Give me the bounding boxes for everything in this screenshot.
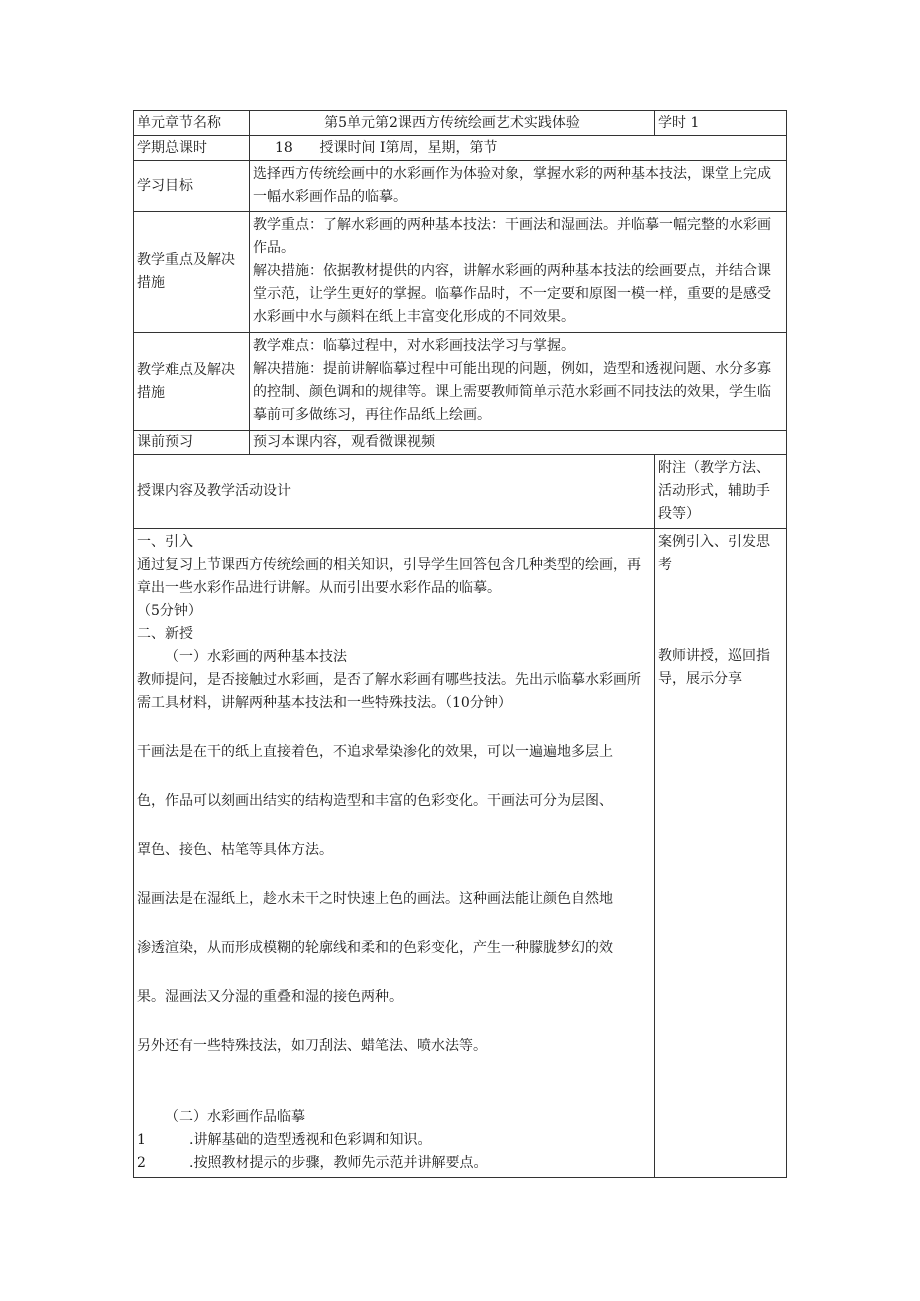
spacer bbox=[137, 1058, 651, 1084]
goal-text: 选择西方传统绘画中的水彩画作为体验对象，掌握水彩的两种基本技法，课堂上完成一幅水彩画作品的临摹。 bbox=[250, 161, 787, 212]
difficulties-cell bbox=[250, 333, 787, 431]
row-difficulties bbox=[134, 333, 787, 431]
spacer bbox=[137, 1084, 651, 1106]
key-points-focus: 教学重点：了解水彩画的两种基本技法：干画法和湿画法。并临摹一幅完整的水彩画作品。 bbox=[253, 217, 771, 256]
sub1-text: 教师提问，是否接触过水彩画，是否了解水彩画有哪些技法。先出示临摹水彩画所需工具材料，讲解两种基本技法和一些特殊技法。（10分钟） bbox=[137, 672, 641, 711]
difficulties-label: 教学难点及解决措施 bbox=[134, 333, 250, 431]
notes-cell bbox=[655, 529, 787, 1178]
note-2: 教师讲授，巡回指导，展示分享 bbox=[658, 648, 770, 687]
row-content bbox=[134, 529, 787, 1178]
spacer bbox=[137, 1009, 651, 1035]
list-item-text: .讲解基础的造型透视和色彩调和知识。 bbox=[189, 1132, 432, 1148]
list-item-number: 2 bbox=[137, 1155, 146, 1171]
difficulties-focus: 教学难点：临摹过程中，对水彩画技法学习与掌握。 bbox=[253, 338, 575, 354]
dry-line-3: 罩色、接色、枯笔等具体方法。 bbox=[137, 842, 333, 858]
hours-value: 1 bbox=[690, 115, 700, 131]
list-item-number: 1 bbox=[137, 1132, 146, 1148]
spacer bbox=[137, 813, 651, 839]
dry-line-1: 干画法是在干的纸上直接着色，不追求晕染渗化的效果，可以一遍遍地多层上 bbox=[137, 744, 613, 760]
dry-line-2: 色，作品可以刻画出结实的结构造型和丰富的色彩变化。干画法可分为层图、 bbox=[137, 793, 613, 809]
term-value: 18 bbox=[275, 140, 293, 156]
list-item-text: .按照教材提示的步骤，教师先示范并讲解要点。 bbox=[189, 1155, 488, 1171]
hours-cell bbox=[655, 111, 787, 136]
unit-value: 第5单元第2课西方传统绘画艺术实践体验 bbox=[250, 111, 655, 136]
spacer bbox=[137, 764, 651, 790]
goal-label: 学习目标 bbox=[134, 161, 250, 212]
hours-label: 学时 bbox=[658, 115, 686, 131]
term-label: 学期总课时 bbox=[134, 136, 250, 161]
wet-line-1: 湿画法是在湿纸上，趁水未干之时快速上色的画法。这种画法能让颜色自然地 bbox=[137, 891, 613, 907]
spacer bbox=[137, 862, 651, 888]
spacer bbox=[137, 960, 651, 986]
intro-title: 一、引入 bbox=[137, 534, 193, 550]
key-points-solution: 解决措施：依据教材提供的内容，讲解水彩画的两种基本技法的绘画要点，并结合课堂示范，让学生更好的掌握。临摹作品时，不一定要和原图一模一样，重要的是感受水彩画中水与颜料在纸上丰富变化形成的不同效果。 bbox=[253, 263, 771, 325]
difficulties-solution: 解决措施：提前讲解临摹过程中可能出现的问题，例如，造型和透视问题、水分多寡的控制、颜色调和的规律等。课上需要教师简单示范水彩画不同技法的效果，学生临摹前可多做练习，再往作品纸上绘画。 bbox=[253, 361, 771, 423]
sub2-title: （二）水彩画作品临摹 bbox=[165, 1109, 305, 1125]
row-preview bbox=[134, 431, 787, 455]
design-label: 授课内容及教学活动设计 bbox=[134, 455, 655, 529]
lesson-plan-document bbox=[133, 110, 786, 1178]
note-1: 案例引入、引发思考 bbox=[658, 534, 770, 573]
key-points-cell bbox=[250, 212, 787, 333]
preview-text: 预习本课内容，观看微课视频 bbox=[250, 431, 787, 455]
lesson-plan-table bbox=[133, 110, 787, 1178]
spacer bbox=[137, 911, 651, 937]
list-item bbox=[137, 1129, 651, 1152]
new-title: 二、新授 bbox=[137, 626, 193, 642]
sub1-title: （一）水彩画的两种基本技法 bbox=[165, 649, 347, 665]
unit-label: 单元章节名称 bbox=[134, 111, 250, 136]
content-cell bbox=[134, 529, 655, 1178]
list-item bbox=[137, 1152, 651, 1175]
wet-line-3: 果。湿画法又分湿的重叠和湿的接色两种。 bbox=[137, 989, 403, 1005]
key-points-label: 教学重点及解决措施 bbox=[134, 212, 250, 333]
row-design-header bbox=[134, 455, 787, 529]
row-key-points bbox=[134, 212, 787, 333]
intro-text: 通过复习上节课西方传统绘画的相关知识，引导学生回答包含几种类型的绘画，再章出一些水彩作品进行讲解。从而引出要水彩作品的临摹。 bbox=[137, 557, 641, 596]
special-techniques: 另外还有一些特殊技法，如刀刮法、蜡笔法、喷水法等。 bbox=[137, 1038, 487, 1054]
time-label: 授课时间 bbox=[319, 140, 376, 156]
preview-label: 课前预习 bbox=[134, 431, 250, 455]
row-goal bbox=[134, 161, 787, 212]
spacer bbox=[137, 715, 651, 741]
row-unit bbox=[134, 111, 787, 136]
term-cell bbox=[250, 136, 787, 161]
time-value: I第周，星期，第节 bbox=[379, 140, 498, 156]
spacer bbox=[658, 577, 783, 645]
wet-line-2: 渗透渲染，从而形成模糊的轮廓线和柔和的色彩变化，产生一种朦胧梦幻的效 bbox=[137, 940, 613, 956]
note-label: 附注（教学方法、活动形式，辅助手段等） bbox=[655, 455, 787, 529]
row-term bbox=[134, 136, 787, 161]
intro-time: （5分钟） bbox=[137, 603, 202, 619]
